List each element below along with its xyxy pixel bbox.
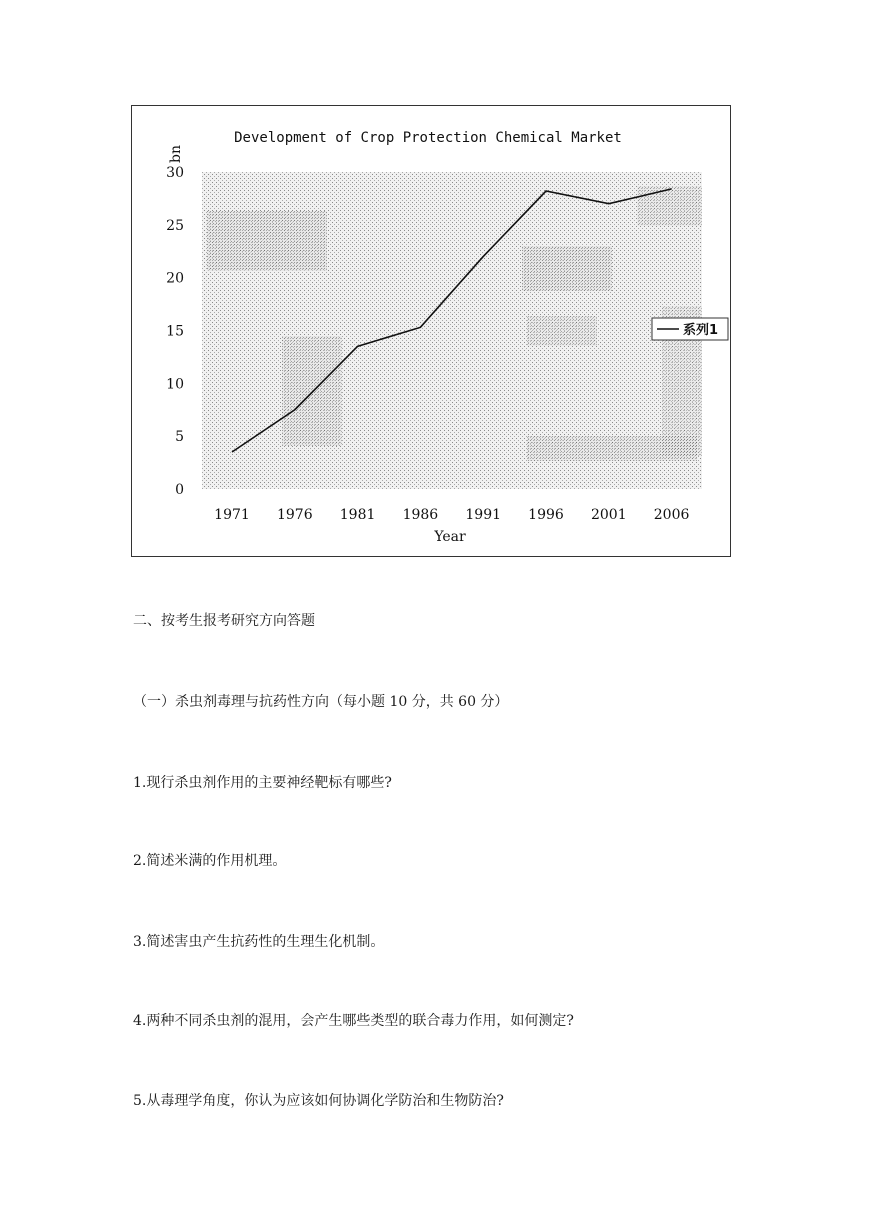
y-tick-label: 5 <box>175 429 184 446</box>
legend <box>652 318 728 340</box>
legend-label: 系列1 <box>683 323 719 338</box>
y-axis-label: bn <box>168 145 184 163</box>
y-tick-label: 0 <box>175 482 184 498</box>
y-tick-label: 15 <box>166 323 184 340</box>
x-tick-label: 1986 <box>402 507 439 523</box>
x-tick-label: 1971 <box>214 507 250 523</box>
chart-title: Development of Crop Protection Chemical Market <box>234 130 622 146</box>
x-tick-label: 1976 <box>276 507 313 523</box>
question-3: 3.简述害虫产生抗药性的生理生化机制。 <box>133 934 385 950</box>
line-chart <box>132 106 730 556</box>
y-tick-label: 30 <box>166 165 184 181</box>
section-heading: 二、按考生报考研究方向答题 <box>133 613 315 629</box>
x-axis-label: Year <box>434 529 466 545</box>
question-2: 2.简述米满的作用机理。 <box>133 853 287 869</box>
x-tick-label: 1981 <box>339 507 376 523</box>
chart-figure <box>131 105 731 557</box>
question-4: 4.两种不同杀虫剂的混用，会产生哪些类型的联合毒力作用，如何测定? <box>133 1013 574 1029</box>
y-tick-label: 10 <box>166 376 184 393</box>
plot-area <box>202 172 702 489</box>
question-5: 5.从毒理学角度，你认为应该如何协调化学防治和生物防治? <box>133 1093 504 1109</box>
x-tick-label: 1991 <box>465 507 502 523</box>
subsection-heading: （一）杀虫剂毒理与抗药性方向（每小题 10 分，共 60 分） <box>133 694 509 710</box>
question-1: 1.现行杀虫剂作用的主要神经靶标有哪些? <box>133 775 392 791</box>
x-tick-label: 2006 <box>653 507 690 523</box>
x-tick-label: 2001 <box>590 507 627 523</box>
y-tick-label: 25 <box>166 217 184 234</box>
x-tick-label: 1996 <box>528 507 564 523</box>
y-tick-label: 20 <box>166 270 184 287</box>
